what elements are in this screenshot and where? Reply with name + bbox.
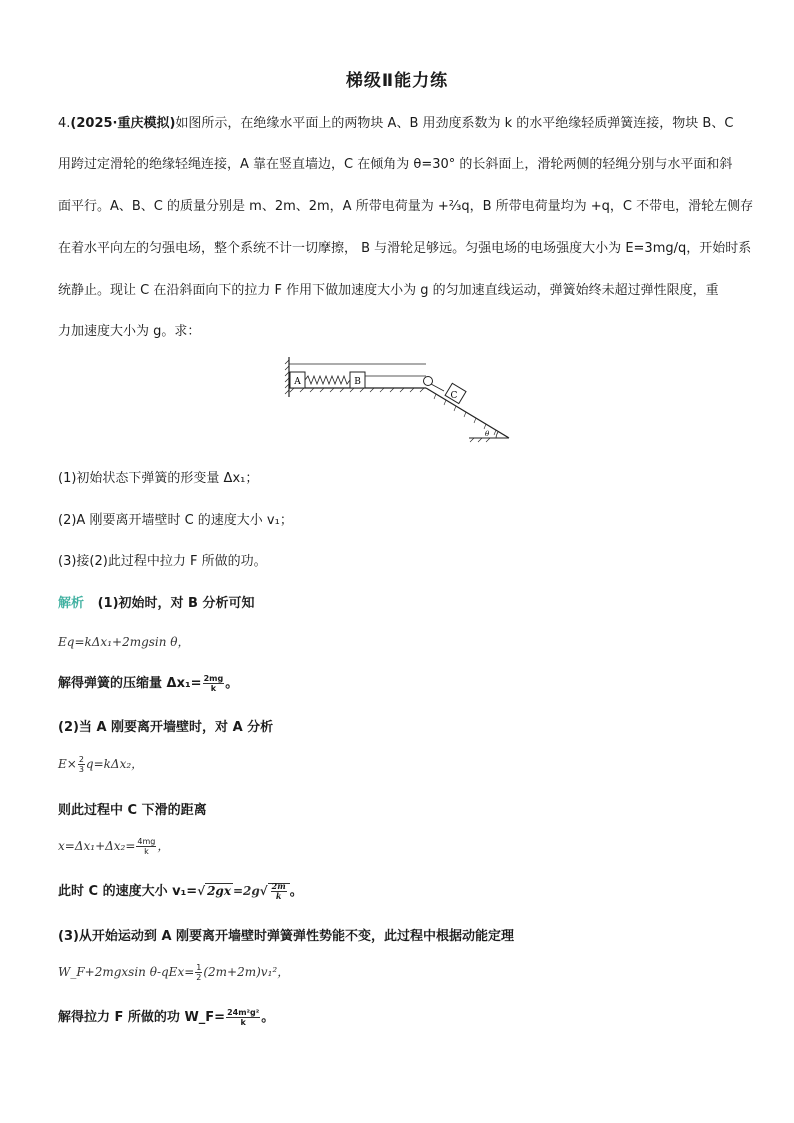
solution-s2-x: x=Δx₁+Δx₂= $\frac{4mg}{k}$ ， xyxy=(58,837,170,856)
problem-line-5: 统静止。现让 C 在沿斜面向下的拉力 F 作用下做加速度大小为 g 的匀加速直线运动，弹簧始终未超过弹性限度，重 xyxy=(58,283,719,298)
solution-s1-result: 解得弹簧的压缩量 Δx₁= $\frac{2mg}{k}$ 。 xyxy=(58,674,239,693)
block-a-label: A xyxy=(294,377,301,387)
fraction: $\frac{\text{24m²g²}}{k}$ xyxy=(227,1008,260,1027)
solution-s3-eq: W_F+2mgxsin θ-qEx= $\frac{1}{2}$ (2m+2m)v₁²， xyxy=(58,963,290,982)
problem-source: (2025·重庆模拟) xyxy=(70,116,176,131)
fraction: $\frac{4mg}{k}$ xyxy=(137,837,156,856)
solution-s1-eq: Eq=kΔx₁+2mgsin θ， xyxy=(58,635,190,649)
angle-arc xyxy=(496,432,498,438)
solution-s2-slide: 则此过程中 C 下滑的距离 xyxy=(58,803,207,818)
sqrt-fraction: √ $\frac{2m}{k}$ xyxy=(260,883,290,898)
solution-s2-v: 此时 C 的速度大小 v₁=√ 2gx =2g√ $\frac{2m}{k}$ 。 xyxy=(58,881,303,901)
floor-hatch xyxy=(290,388,424,392)
problem-line-1 xyxy=(58,112,748,131)
problem-line-2: 用跨过定滑轮的绝缘轻绳连接，A 靠在竖直墙边，C 在倾角为 θ=30° 的长斜面上，滑轮两侧的轻绳分别与水平面和斜 xyxy=(58,157,733,172)
solution-label: 解析 xyxy=(58,596,85,611)
problem-line-4: 在着水平向左的匀强电场，整个系统不计一切摩擦， B 与滑轮足够远。匀强电场的电场强度大小为 E=3mg/q，开始时系 xyxy=(58,241,752,256)
section-title: 梯级Ⅱ能力练 xyxy=(345,71,449,91)
problem-number: 4. xyxy=(58,116,71,131)
incline-hatch xyxy=(434,394,496,435)
sqrt-expression: √ 2gx xyxy=(197,884,231,898)
fraction: $\frac{2mg}{k}$ xyxy=(203,674,224,693)
fraction: $\frac{2}{3}$ xyxy=(78,755,84,774)
fraction: $\frac{1}{2}$ xyxy=(196,963,202,982)
base-hatch xyxy=(470,438,490,442)
solution-s3-intro: (3)从开始运动到 A 刚要离开墙壁时弹簧弹性势能不变，此过程中根据动能定理 xyxy=(58,929,515,944)
solution-s1-intro: (1)初始时，对 B 分析可知 xyxy=(97,596,255,611)
physics-diagram xyxy=(284,352,514,447)
question-1: (1)初始状态下弹簧的形变量 Δx₁； xyxy=(58,471,259,486)
block-b-label: B xyxy=(354,377,361,387)
solution-s2-intro: (2)当 A 刚要离开墙壁时，对 A 分析 xyxy=(58,720,274,735)
problem-line-6: 力加速度大小为 g。求： xyxy=(58,324,201,339)
question-3: (3)接(2)此过程中拉力 F 所做的功。 xyxy=(58,554,267,569)
block-c-label: C xyxy=(450,391,458,401)
solution-line-1 xyxy=(58,592,748,611)
angle-label: θ xyxy=(485,430,490,438)
solution-s2-eq: E× $\frac{2}{3}$ q=kΔx₂， xyxy=(58,755,144,774)
problem-line-3: 面平行。A、B、C 的质量分别是 m、2m、2m，A 所带电荷量为 +⅔q，B 所带电荷量均为 +q，C 不带电，滑轮左侧存 xyxy=(58,199,754,214)
question-2: (2)A 刚要离开墙壁时 C 的速度大小 v₁； xyxy=(58,513,293,528)
wall-hatch xyxy=(285,360,289,394)
rope-incline xyxy=(431,384,444,391)
spring xyxy=(305,376,350,384)
incline-surface xyxy=(426,388,509,438)
problem-text-1: 如图所示，在绝缘水平面上的两物块 A、B 用劲度系数为 k 的水平绝缘轻质弹簧连接，物块 B、C xyxy=(175,116,734,131)
solution-s3-result: 解得拉力 F 所做的功 W_F= $\frac{\text{24m²g²}}{k}$ 。 xyxy=(58,1008,275,1027)
